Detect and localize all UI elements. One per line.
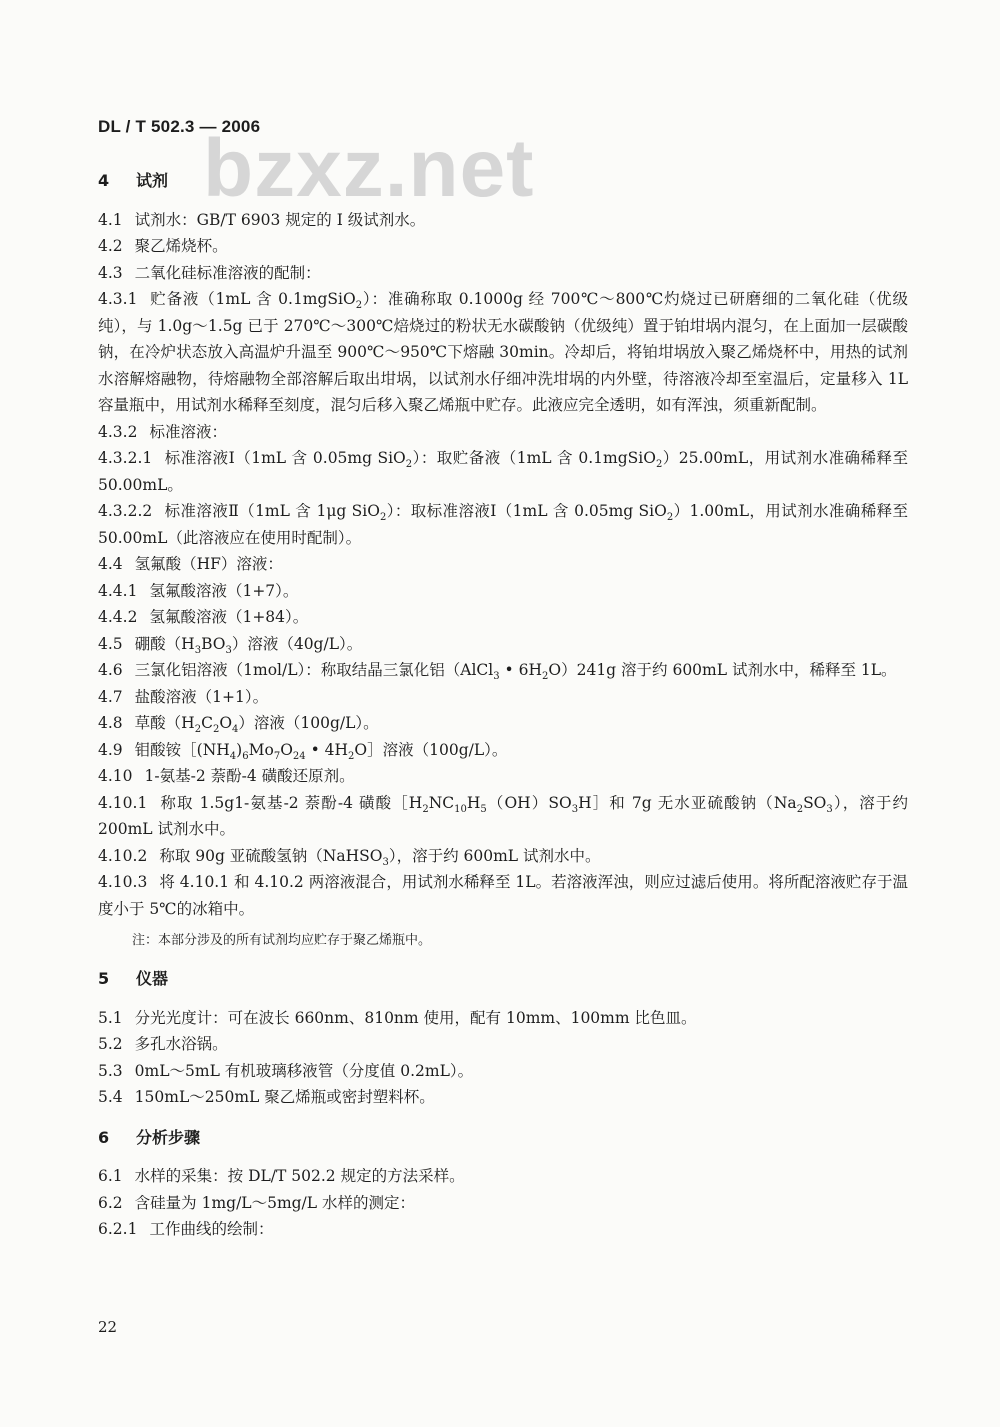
clause-text: 氢氟酸（HF）溶液： bbox=[134, 555, 283, 573]
clause-number: 4.3.1 bbox=[98, 290, 138, 308]
clause bbox=[98, 1190, 908, 1217]
subscript: 2 bbox=[194, 724, 202, 736]
clause-text: ）：取标准溶液Ⅰ（1mL 含 0.05mg SiO bbox=[386, 502, 667, 520]
clause-text: 150mL～250mL 聚乙烯瓶或密封塑料杯。 bbox=[134, 1088, 435, 1106]
page-number: 22 bbox=[98, 1318, 118, 1336]
clause-text: 分光光度计：可在波长 660nm、810nm 使用，配有 10mm、100mm 比色皿。 bbox=[134, 1008, 697, 1027]
subscript: 2 bbox=[355, 300, 363, 312]
clause bbox=[98, 790, 908, 843]
subscript: 2 bbox=[405, 459, 413, 471]
clause-text: 三氯化铝溶液（1mol/L）：称取结晶三氯化铝（AlCl bbox=[134, 661, 494, 679]
subscript: 10 bbox=[454, 803, 467, 815]
section-title: 试剂 bbox=[136, 171, 169, 190]
clause-text: BO bbox=[201, 634, 226, 653]
section-heading bbox=[98, 966, 908, 993]
clause-text: 氢氟酸溶液（1+7）。 bbox=[149, 581, 299, 600]
clause-number: 4.3.2 bbox=[98, 422, 138, 441]
clause-text: 标准溶液： bbox=[149, 422, 227, 441]
clause bbox=[98, 1005, 908, 1032]
clause bbox=[98, 1163, 908, 1190]
section-number: 6 bbox=[98, 1127, 110, 1147]
subscript: 4 bbox=[229, 750, 237, 762]
clause-text: ）溶液（100g/L）。 bbox=[238, 714, 379, 732]
clause-text: H］和 7g 无水亚硫酸钠（Na bbox=[578, 793, 797, 812]
clause-number: 4.8 bbox=[98, 714, 123, 732]
clause-number: 4.3.2.1 bbox=[98, 449, 153, 467]
clause bbox=[98, 737, 908, 764]
clause bbox=[98, 1058, 908, 1085]
clause-text: • 6H bbox=[499, 661, 543, 679]
clause bbox=[98, 1216, 908, 1243]
clause bbox=[98, 419, 908, 446]
clause-number: 4.9 bbox=[98, 740, 123, 759]
clause-number: 5.2 bbox=[98, 1035, 123, 1053]
clause-text: ），溶于约 600mL 试剂水中。 bbox=[388, 846, 601, 865]
clause-number: 4.4.1 bbox=[98, 581, 138, 600]
clause-text: 0mL～5mL 有机玻璃移液管（分度值 0.2mL）。 bbox=[134, 1061, 474, 1080]
standard-header: DL / T 502.3 — 2006 bbox=[98, 117, 261, 136]
clause-text: 氢氟酸溶液（1+84）。 bbox=[149, 608, 309, 626]
clause-number: 5.3 bbox=[98, 1061, 123, 1080]
subscript: 2 bbox=[379, 512, 387, 524]
section-number: 5 bbox=[98, 969, 110, 988]
subscript: 2 bbox=[348, 750, 355, 762]
clause-number: 5.4 bbox=[98, 1088, 123, 1106]
clause-number: 4.10.2 bbox=[98, 846, 148, 865]
clause-text: O］溶液（100g/L）。 bbox=[354, 740, 508, 759]
clause-text: 聚乙烯烧杯。 bbox=[134, 237, 228, 255]
clause-text: ）：准确称取 0.1000g 经 700℃～800℃灼烧过已研磨细的二氧化硅（优级纯），与 1.0g～1.5g 已于 270℃～300℃焙烧过的粉状无水碳酸钠（优级纯）置于铂坩埚内混匀，在上面加一层碳酸钠，在冷炉状态放入高温炉升温至 900℃～950℃下熔融 30min。冷却后，将铂坩埚放入聚乙烯烧杯中，用热的试剂水溶解熔融物，待熔融物全部溶解后取出坩埚，以试剂水仔细冲洗坩埚的内外壁，待溶液冷却至室温后，定量移入 1L 容量瓶中，用试剂水稀释至刻度，混匀后移入聚乙烯瓶中贮存。此液应完全透明，如有浑浊，须重新配制。 bbox=[98, 290, 908, 414]
clause-text: NC bbox=[428, 793, 455, 812]
clause-number: 4.1 bbox=[98, 210, 123, 229]
clause-text: 贮备液（1mL 含 0.1mgSiO bbox=[149, 290, 356, 308]
subscript: 2 bbox=[212, 724, 220, 736]
clause-number: 6.2 bbox=[98, 1193, 123, 1212]
clause-number: 4.10.3 bbox=[98, 873, 148, 891]
clause-text: 二氧化硅标准溶液的配制： bbox=[134, 263, 321, 282]
section-title: 分析步骤 bbox=[136, 1127, 201, 1147]
clause-text: O bbox=[219, 714, 233, 732]
clause-text: 多孔水浴锅。 bbox=[134, 1035, 228, 1053]
clause-text: SO bbox=[803, 793, 827, 812]
clause bbox=[98, 710, 908, 737]
clause-text: C bbox=[201, 714, 213, 732]
clause-number: 4.10 bbox=[98, 767, 133, 785]
subscript: 2 bbox=[422, 803, 429, 815]
clause-text: 称取 90g 亚硫酸氢钠（NaHSO bbox=[159, 846, 383, 865]
clause bbox=[98, 498, 908, 551]
subscript: 2 bbox=[666, 512, 674, 524]
clause bbox=[98, 604, 908, 631]
section-title: 仪器 bbox=[136, 969, 169, 988]
clause-text: ）：取贮备液（1mL 含 0.1mgSiO bbox=[412, 449, 656, 467]
subscript: 2 bbox=[655, 459, 663, 471]
subscript: 4 bbox=[232, 724, 239, 736]
clause-text: ）1.00mL，用试剂水准确稀释至 50.00mL（此溶液应在使用时配制）。 bbox=[98, 502, 908, 547]
subscript: 5 bbox=[480, 803, 487, 815]
document-body bbox=[98, 168, 908, 1243]
clause-number: 4.7 bbox=[98, 687, 123, 706]
clause-number: 6.1 bbox=[98, 1167, 123, 1185]
subscript: 6 bbox=[242, 750, 249, 762]
subscript: 3 bbox=[571, 803, 579, 815]
subscript: 2 bbox=[796, 803, 804, 815]
clause-text: O bbox=[280, 740, 293, 759]
clause-text: Mo bbox=[248, 740, 274, 759]
clause-number: 4.3 bbox=[98, 263, 123, 282]
clause-text: ）溶液（40g/L）。 bbox=[231, 634, 363, 653]
subscript: 3 bbox=[493, 671, 500, 683]
clause-text: 草酸（H bbox=[134, 714, 195, 732]
clause-text: 1-氨基-2 萘酚-4 磺酸还原剂。 bbox=[144, 767, 355, 785]
clause-number: 6.2.1 bbox=[98, 1220, 138, 1238]
clause-number: 4.10.1 bbox=[98, 793, 148, 812]
clause bbox=[98, 1031, 908, 1058]
clause bbox=[98, 657, 908, 684]
clause-number: 4.3.2.2 bbox=[98, 502, 153, 520]
clause-number: 4.6 bbox=[98, 661, 123, 679]
clause-text: 称取 1.5g1-氨基-2 萘酚-4 磺酸［H bbox=[159, 793, 423, 812]
clause bbox=[98, 578, 908, 605]
clause bbox=[98, 260, 908, 287]
clause-text: 试剂水：GB/T 6903 规定的 Ⅰ 级试剂水。 bbox=[134, 210, 426, 229]
subscript: 3 bbox=[225, 644, 232, 656]
watermark: bzxz.net bbox=[203, 123, 535, 214]
clause-number: 4.4 bbox=[98, 555, 123, 573]
note: 注：本部分涉及的所有试剂均应贮存于聚乙烯瓶中。 bbox=[132, 933, 432, 948]
clause-text: ）25.00mL，用试剂水准确稀释至 50.00mL。 bbox=[98, 449, 909, 494]
clause-number: 4.5 bbox=[98, 634, 123, 653]
clause-text: （OH）SO bbox=[486, 793, 572, 812]
clause bbox=[98, 233, 908, 260]
section-heading bbox=[98, 1125, 908, 1152]
clause bbox=[98, 445, 908, 498]
clause-text: 硼酸（H bbox=[134, 634, 195, 653]
clause bbox=[98, 869, 908, 922]
clause-text: ) bbox=[236, 740, 243, 759]
clause-text: 含硅量为 1mg/L～5mg/L 水样的测定： bbox=[134, 1193, 416, 1212]
subscript: 2 bbox=[542, 671, 549, 683]
section-heading bbox=[98, 168, 908, 195]
section-number: 4 bbox=[98, 171, 110, 190]
clause-text: O）241g 溶于约 600mL 试剂水中，稀释至 1L。 bbox=[548, 661, 897, 679]
clause bbox=[98, 631, 908, 658]
clause bbox=[98, 551, 908, 578]
clause bbox=[98, 843, 908, 870]
clause-text: H bbox=[466, 793, 481, 812]
clause-number: 4.2 bbox=[98, 237, 123, 255]
clause bbox=[98, 286, 908, 419]
clause-text: • 4H bbox=[305, 740, 349, 759]
subscript: 24 bbox=[292, 750, 306, 762]
clause-text: ），溶于约 200mL 试剂水中。 bbox=[98, 793, 908, 838]
clause-text: 水样的采集：按 DL/T 502.2 规定的方法采样。 bbox=[134, 1167, 465, 1185]
clause-text: 钼酸铵［(NH bbox=[134, 740, 230, 759]
clause bbox=[98, 1084, 908, 1111]
clause-number: 4.4.2 bbox=[98, 608, 138, 626]
subscript: 7 bbox=[273, 750, 281, 762]
subscript: 3 bbox=[826, 803, 833, 815]
subscript: 3 bbox=[194, 644, 202, 656]
subscript: 3 bbox=[382, 856, 389, 868]
clause bbox=[98, 207, 908, 234]
clause-text: 标准溶液Ⅰ（1mL 含 0.05mg SiO bbox=[164, 449, 406, 467]
clause-text: 盐酸溶液（1+1）。 bbox=[134, 687, 269, 706]
clause bbox=[98, 763, 908, 790]
clause bbox=[98, 684, 908, 711]
clause-text: 标准溶液Ⅱ（1mL 含 1μg SiO bbox=[164, 502, 380, 520]
clause-text: 工作曲线的绘制： bbox=[149, 1220, 274, 1238]
clause-text: 将 4.10.1 和 4.10.2 两溶液混合，用试剂水稀释至 1L。若溶液浑浊，则应过滤后使用。将所配溶液贮存于温度小于 5℃的冰箱中。 bbox=[98, 873, 908, 918]
clause-number: 5.1 bbox=[98, 1008, 123, 1027]
